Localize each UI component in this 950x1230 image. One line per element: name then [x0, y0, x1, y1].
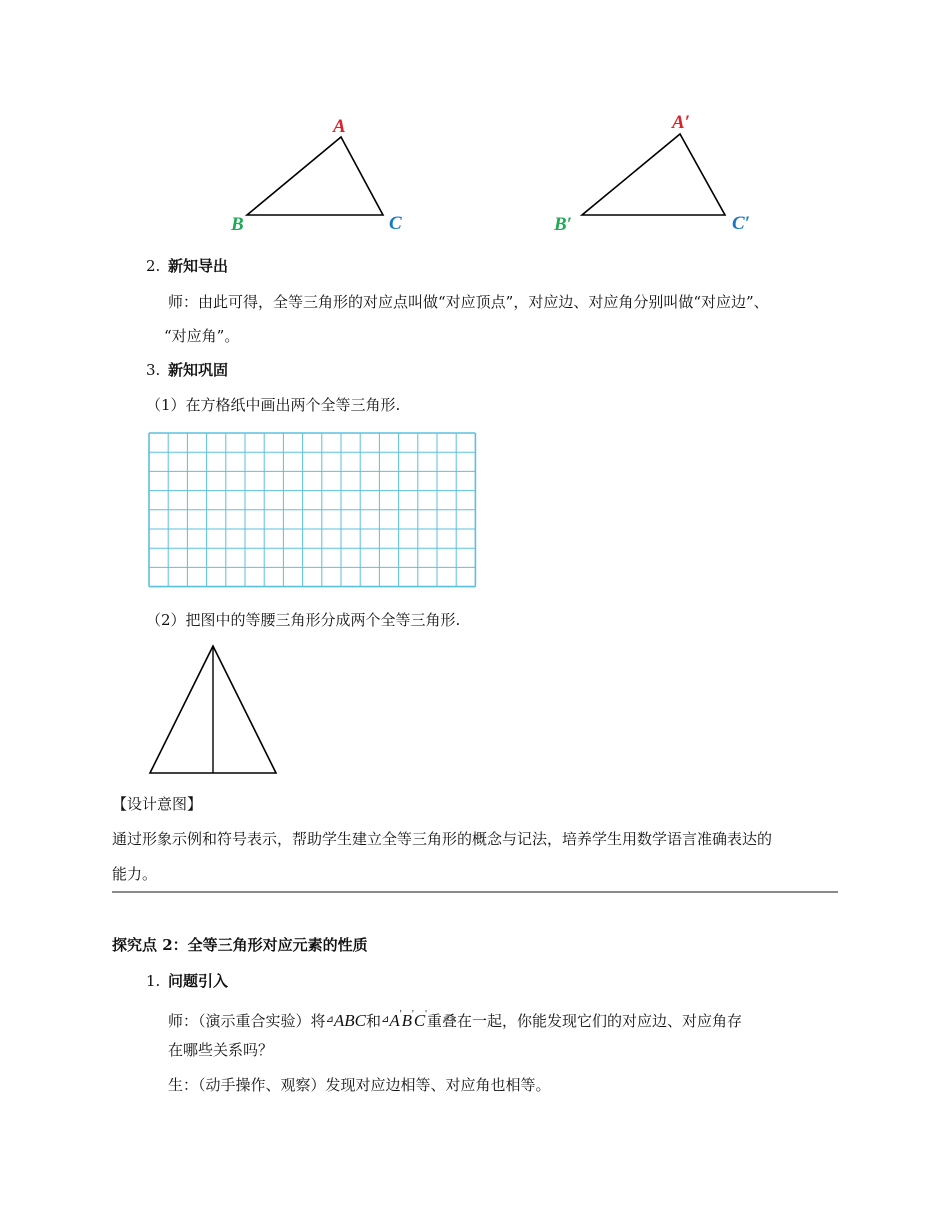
vertex-label-c: C [389, 213, 402, 234]
section-3-heading: 新知巩固 [168, 361, 229, 379]
section-3-number: 3. [146, 361, 161, 379]
triangle-abc [247, 137, 383, 215]
triangle-abc-name: ABC [333, 1011, 367, 1030]
triangle-symbol-2: ⊿ [381, 1014, 390, 1025]
section-2-heading: 新知导出 [168, 257, 229, 275]
section-2-paragraph-line2: “对应角”。 [164, 327, 240, 345]
teacher-question-post: 重叠在一起，你能发现它们的对应边、对应角存 [426, 1012, 742, 1030]
explore-2-heading: 探究点 2：全等三角形对应元素的性质 [112, 936, 368, 954]
vertex-label-a-prime: A′ [672, 112, 691, 133]
triangle-a-prime-b-prime-c-prime [582, 134, 725, 215]
vertex-label-b-prime: B′ [554, 214, 573, 235]
design-intent-title: 【设计意图】 [112, 795, 203, 813]
triangle-symbol: ⊿ [325, 1014, 334, 1025]
vertex-label-b: B [231, 214, 244, 235]
teacher-question-line1 [168, 1005, 742, 1031]
and-word: 和 [366, 1012, 382, 1030]
vertex-label-c-prime: C′ [732, 213, 751, 234]
section-divider [112, 891, 838, 893]
design-intent-line1: 通过形象示例和符号表示，帮助学生建立全等三角形的概念与记法，培养学生用数学语言准确表达的 [112, 830, 773, 848]
teacher-question-line2: 在哪些关系吗？ [168, 1041, 274, 1059]
section-2-paragraph-line1: 师：由此可得，全等三角形的对应点叫做“对应顶点”，对应边、对应角分别叫做“对应边”、 [168, 293, 769, 311]
explore-2-subheading: 问题引入 [168, 972, 229, 990]
vertex-a-prime: A' [389, 1009, 402, 1030]
isosceles-triangle-figure [146, 642, 282, 778]
vertex-c-prime: C' [413, 1009, 427, 1030]
design-intent-line2: 能力。 [112, 865, 158, 883]
section-2-number: 2. [146, 257, 161, 275]
student-answer: 生：（动手操作、观察）发现对应边相等、对应角也相等。 [168, 1076, 551, 1094]
graph-paper-grid [148, 432, 478, 588]
vertex-b-prime: B' [401, 1009, 414, 1030]
vertex-label-a: A [333, 116, 346, 137]
exercise-1-text: （1）在方格纸中画出两个全等三角形. [146, 396, 401, 414]
explore-2-number: 1. [146, 972, 161, 990]
teacher-question-pre: 师：（演示重合实验）将 [168, 1012, 326, 1030]
exercise-2-text: （2）把图中的等腰三角形分成两个全等三角形. [146, 611, 461, 629]
